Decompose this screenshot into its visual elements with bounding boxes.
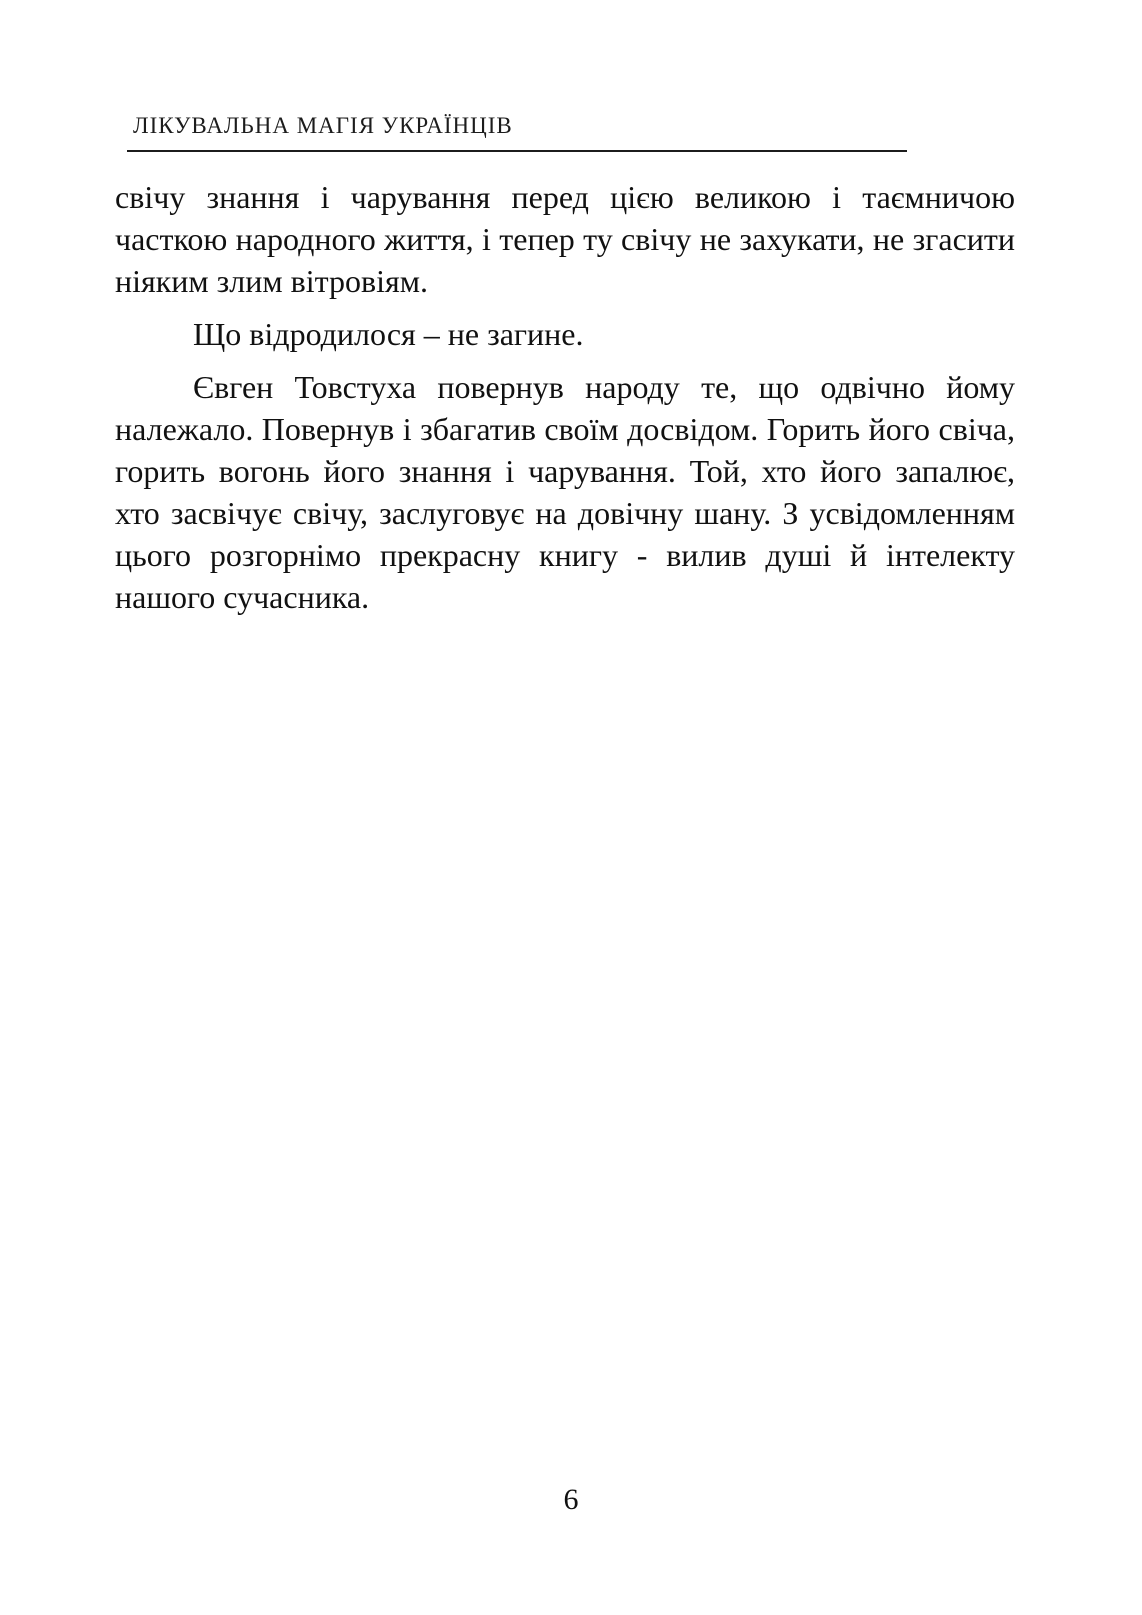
body-text [115,176,1015,618]
running-header: ЛІКУВАЛЬНА МАГІЯ УКРАЇНЦІВ [133,113,513,138]
paragraph: Євген Товстуха повернув народу те, що одвічно йому належало. Повернув і збагатив своїм досвідом. Горить його свіча, горить вогонь його знання і чарування. Той, хто його запалює, хто засвічує свічу, заслуговує на довічну шану. З усвідомленням цього розгорнімо прекрасну книгу - вилив душі й інтелекту нашого сучасника. [115,369,1015,615]
page-number: 6 [563,1483,579,1516]
paragraph: Що відродилося – не загине. [193,316,584,352]
header-rule [127,150,907,152]
paragraph: свічу знання і чарування перед цією великою і таємничою часткою народного життя, і тепер ту свічу не захукати, не згасити ніяким злим вітровіям. [115,179,1015,299]
